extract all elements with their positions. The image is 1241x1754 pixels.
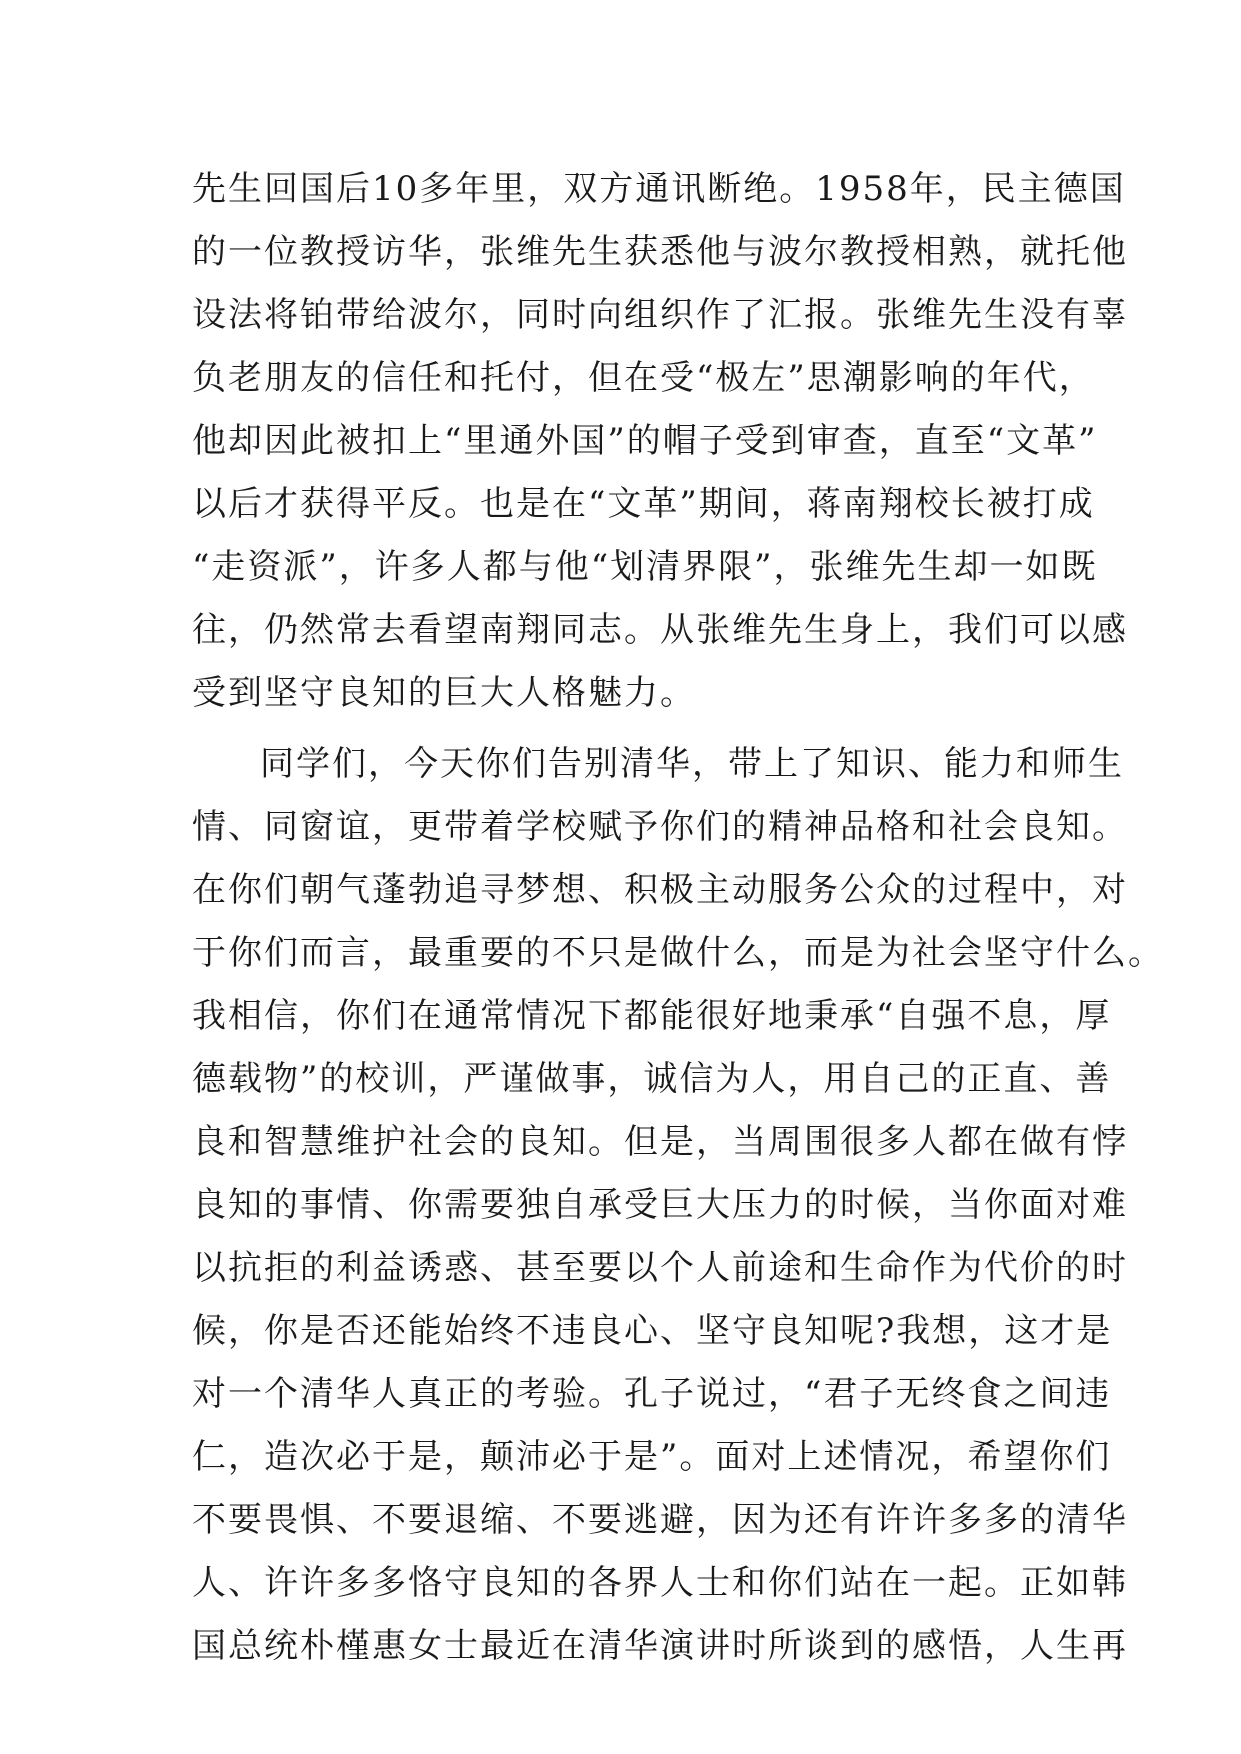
text-line: 负老朋友的信任和托付，但在受“极左”思潮影响的年代， bbox=[192, 358, 1095, 398]
text-line: 于你们而言，最重要的不只是做什么，而是为社会坚守什么。 bbox=[192, 933, 1164, 973]
text-line: 不要畏惧、不要退缩、不要逃避，因为还有许许多多的清华 bbox=[192, 1500, 1128, 1540]
text-line: 候，你是否还能始终不违良心、坚守良知呢?我想，这才是 bbox=[192, 1311, 1113, 1351]
paragraph-1 bbox=[192, 158, 1128, 725]
text-line: 他却因此被扣上“里通外国”的帽子受到审查，直至“文革” bbox=[192, 421, 1098, 461]
text-line: 人、许许多多恪守良知的各界人士和你们站在一起。正如韩 bbox=[192, 1563, 1128, 1603]
text-line: 的一位教授访华，张维先生获悉他与波尔教授相熟，就托他 bbox=[192, 232, 1128, 272]
text-line: 良和智慧维护社会的良知。但是，当周围很多人都在做有悖 bbox=[192, 1122, 1128, 1162]
text-line: 往，仍然常去看望南翔同志。从张维先生身上，我们可以感 bbox=[192, 610, 1128, 650]
text-line: 先生回国后10多年里，双方通讯断绝。1958年，民主德国 bbox=[192, 169, 1126, 209]
text-line: 情、同窗谊，更带着学校赋予你们的精神品格和社会良知。 bbox=[192, 807, 1128, 847]
document-body bbox=[192, 158, 1164, 1678]
paragraph-2 bbox=[192, 733, 1164, 1678]
text-line-indented: 同学们，今天你们告别清华，带上了知识、能力和师生 bbox=[260, 744, 1124, 784]
text-line: 在你们朝气蓬勃追寻梦想、积极主动服务公众的过程中，对 bbox=[192, 870, 1128, 910]
text-line: 以后才获得平反。也是在“文革”期间，蒋南翔校长被打成 bbox=[192, 484, 1095, 524]
text-line: 我相信，你们在通常情况下都能很好地秉承“自强不息，厚 bbox=[192, 996, 1112, 1036]
text-line: 良知的事情、你需要独自承受巨大压力的时候，当你面对难 bbox=[192, 1185, 1128, 1225]
text-line: 设法将铂带给波尔，同时向组织作了汇报。张维先生没有辜 bbox=[192, 295, 1128, 335]
text-line: 对一个清华人真正的考验。孔子说过，“君子无终食之间违 bbox=[192, 1374, 1112, 1414]
text-line: 德载物”的校训，严谨做事，诚信为人，用自己的正直、善 bbox=[192, 1059, 1112, 1099]
text-line: 受到坚守良知的巨大人格魅力。 bbox=[192, 673, 696, 713]
text-line: 国总统朴槿惠女士最近在清华演讲时所谈到的感悟，人生再 bbox=[192, 1626, 1128, 1666]
text-line: 仁，造次必于是，颠沛必于是”。面对上述情况，希望你们 bbox=[192, 1437, 1112, 1477]
text-line: 以抗拒的利益诱惑、甚至要以个人前途和生命作为代价的时 bbox=[192, 1248, 1128, 1288]
text-line: “走资派”，许多人都与他“划清界限”，张维先生却一如既 bbox=[192, 547, 1098, 587]
paragraph-spacer bbox=[192, 725, 1072, 733]
